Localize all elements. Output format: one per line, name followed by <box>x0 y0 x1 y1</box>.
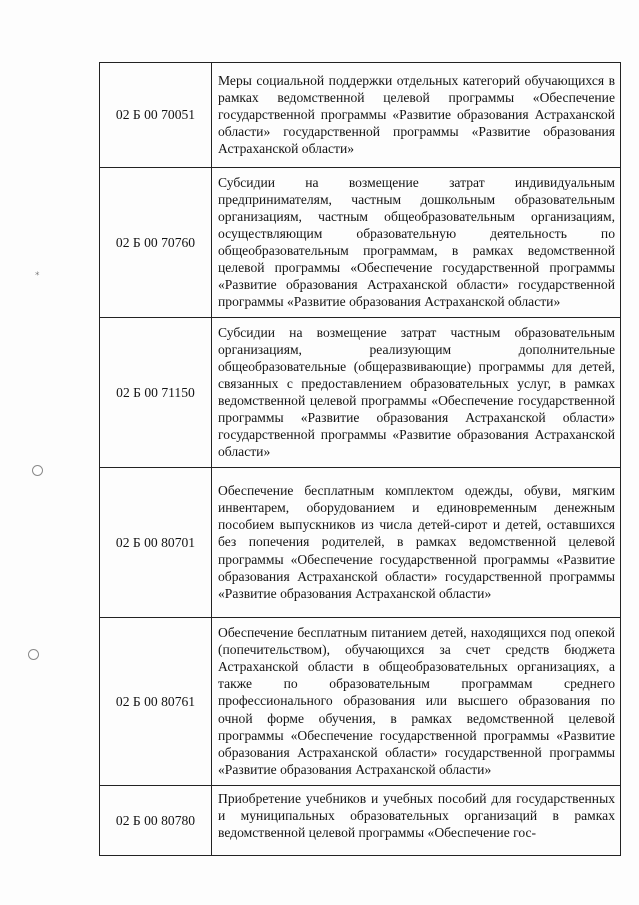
punch-hole <box>28 649 39 660</box>
target-article-code: 02 Б 00 71150 <box>100 318 212 468</box>
table-row <box>100 168 621 318</box>
table-row <box>100 63 621 168</box>
budget-classification-table <box>99 62 621 856</box>
expense-description: Обеспечение бесплатным комплектом одежды, обуви, мягким инвентарем, оборудованием и единовременным денежным пособием выпускников из числа детей-сирот и детей, оставшихся без попечения родителей, в рамках ведомственной целевой программы «Обеспечение государственной программы «Развитие образования Астраханской области» государственной программы «Развитие образования Астраханской области» <box>212 468 621 618</box>
margin-mark: ⁎ <box>35 268 40 278</box>
expense-description: Субсидии на возмещение затрат частным образовательным организациям, реализующим дополнительные общеобразовательные (общеразвивающие) программы для детей, связанных с предоставлением образовательных услуг, в рамках ведомственной целевой программы «Обеспечение государственной программы «Развитие образования Астраханской области» государственной программы «Развитие образования Астраханской области» <box>212 318 621 468</box>
punch-hole <box>32 465 43 476</box>
target-article-code: 02 Б 00 80701 <box>100 468 212 618</box>
target-article-code: 02 Б 00 70760 <box>100 168 212 318</box>
table-row <box>100 318 621 468</box>
expense-description: Субсидии на возмещение затрат индивидуальным предпринимателям, частным дошкольным образовательным организациям, частным общеобразовательным организациям, осуществляющим образовательную деятельность по общеобразовательным программам, в рамках ведомственной целевой программы «Обеспечение государственной программы «Развитие образования Астраханской области» государственной программы «Развитие образования Астраханской области» <box>212 168 621 318</box>
table-row <box>100 468 621 618</box>
expense-description: Приобретение учебников и учебных пособий для государственных и муниципальных образовательных организаций в рамках ведомственной целевой программы «Обеспечение гос- <box>212 786 621 856</box>
target-article-code: 02 Б 00 80780 <box>100 786 212 856</box>
table-row <box>100 786 621 856</box>
expense-description: Меры социальной поддержки отдельных категорий обучающихся в рамках ведомственной целевой программы «Обеспечение государственной программы «Развитие образования Астраханской области» государственной программы «Развитие образования Астраханской области» <box>212 63 621 168</box>
table-row <box>100 618 621 786</box>
target-article-code: 02 Б 00 80761 <box>100 618 212 786</box>
expense-description: Обеспечение бесплатным питанием детей, находящихся под опекой (попечительством), обучающихся за счет средств бюджета Астраханской области в общеобразовательных организациях, а также по образовательным программам среднего профессионального образования или высшего образования по очной форме обучения, в рамках ведомственной целевой программы «Обеспечение государственной программы «Развитие образования Астраханской области» государственной программы «Развитие образования Астраханской области» <box>212 618 621 786</box>
target-article-code: 02 Б 00 70051 <box>100 63 212 168</box>
